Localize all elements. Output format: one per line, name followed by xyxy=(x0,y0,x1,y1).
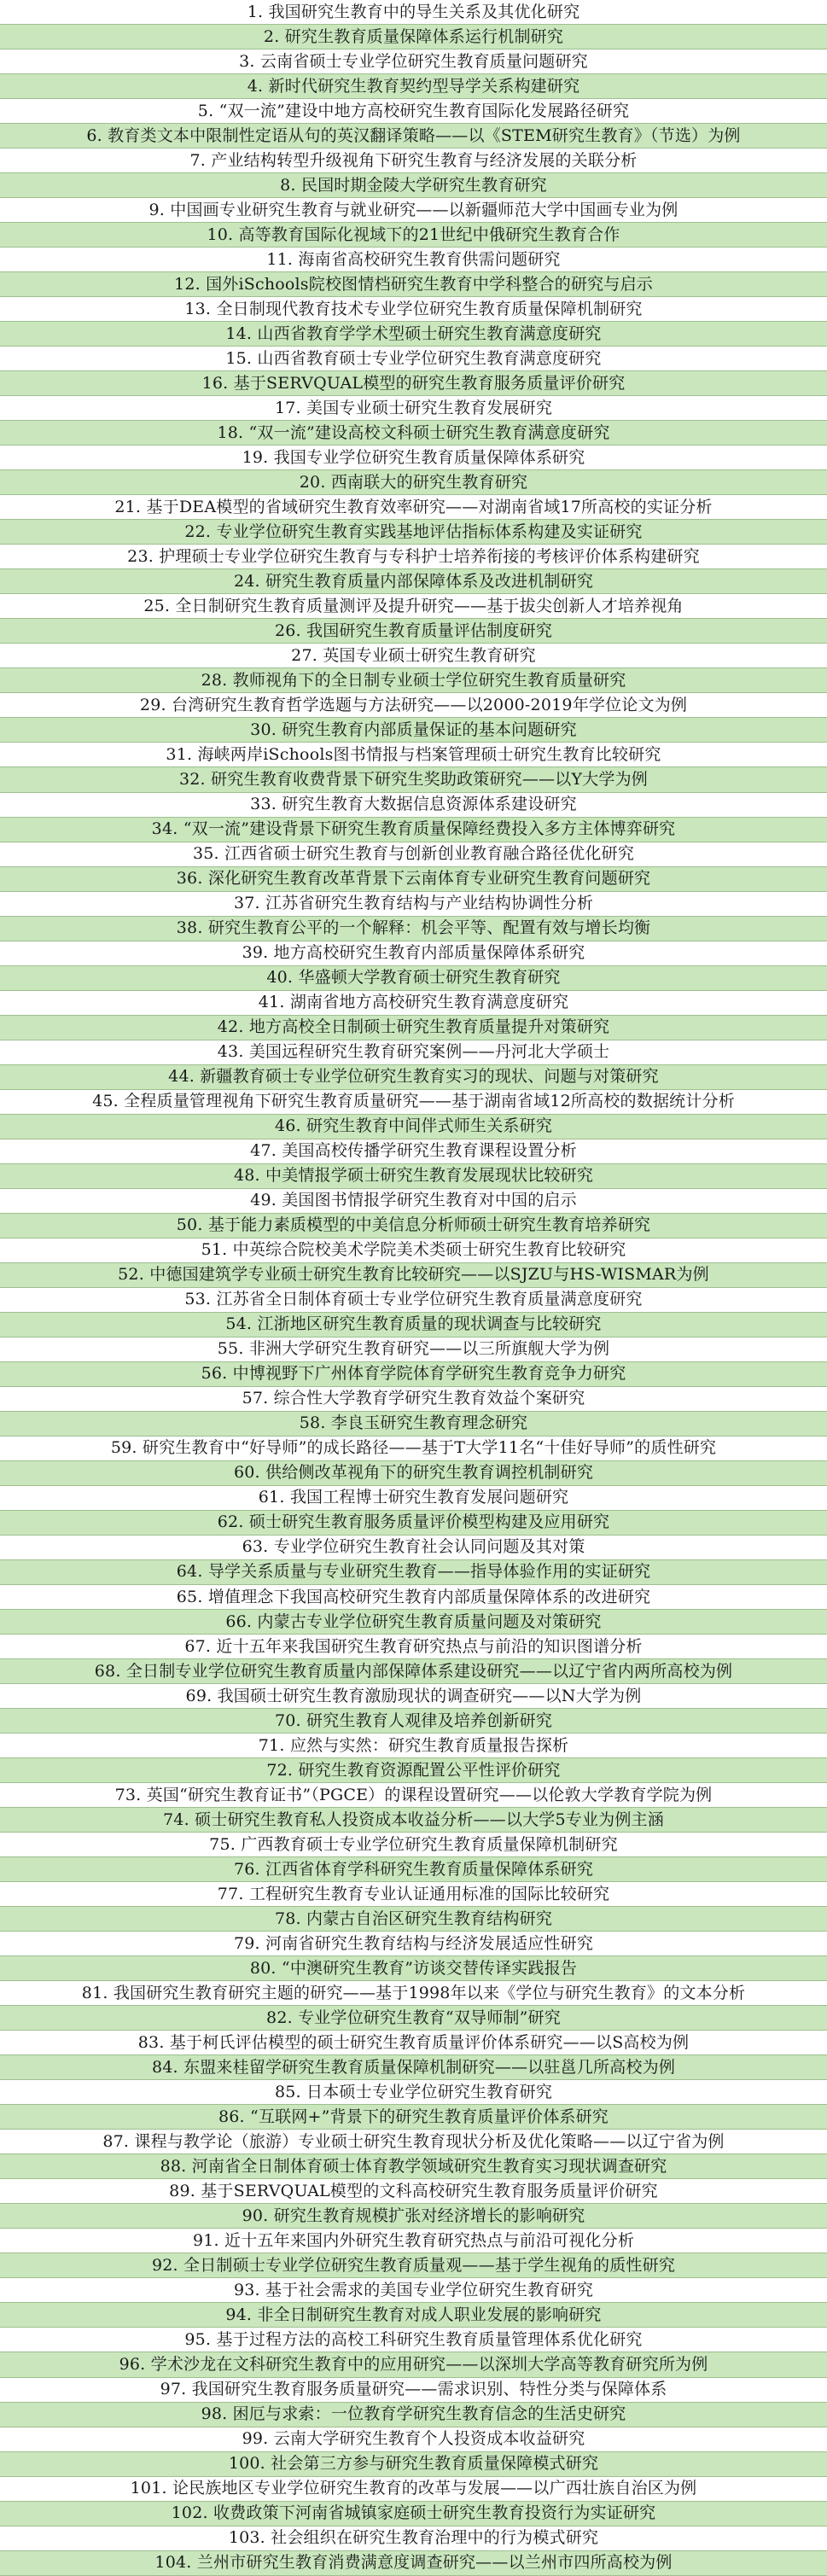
list-item: 82. 专业学位研究生教育“双导师制”研究 xyxy=(0,2006,827,2031)
list-item: 87. 课程与教学论（旅游）专业硕士研究生教育现状分析及优化策略——以辽宁省为例 xyxy=(0,2130,827,2154)
list-item: 25. 全日制研究生教育质量测评及提升研究——基于拔尖创新人才培养视角 xyxy=(0,594,827,619)
list-item: 27. 英国专业硕士研究生教育研究 xyxy=(0,644,827,668)
list-item: 59. 研究生教育中“好导师”的成长路径——基于T大学11名“十佳好导师”的质性研究 xyxy=(0,1437,827,1461)
list-item: 16. 基于SERVQUAL模型的研究生教育服务质量评价研究 xyxy=(0,371,827,396)
list-item: 81. 我国研究生教育研究主题的研究——基于1998年以来《学位与研究生教育》的文本分析 xyxy=(0,1981,827,2006)
list-item: 38. 研究生教育公平的一个解释：机会平等、配置有效与增长均衡 xyxy=(0,917,827,941)
list-item: 97. 我国研究生教育服务质量研究——需求识别、特性分类与保障体系 xyxy=(0,2378,827,2403)
list-item: 39. 地方高校研究生教育内部质量保障体系研究 xyxy=(0,941,827,966)
list-item: 48. 中美情报学硕士研究生教育发展现状比较研究 xyxy=(0,1164,827,1189)
list-item: 78. 内蒙古自治区研究生教育结构研究 xyxy=(0,1907,827,1932)
list-item: 100. 社会第三方参与研究生教育质量保障模式研究 xyxy=(0,2452,827,2477)
list-item: 77. 工程研究生教育专业认证通用标准的国际比较研究 xyxy=(0,1882,827,1907)
list-item: 103. 社会组织在研究生教育治理中的行为模式研究 xyxy=(0,2526,827,2551)
list-item: 8. 民国时期金陵大学研究生教育研究 xyxy=(0,173,827,198)
list-item: 76. 江西省体育学科研究生教育质量保障体系研究 xyxy=(0,1857,827,1882)
list-item: 35. 江西省硕士研究生教育与创新创业教育融合路径优化研究 xyxy=(0,842,827,867)
list-item: 14. 山西省教育学学术型硕士研究生教育满意度研究 xyxy=(0,322,827,347)
list-item: 44. 新疆教育硕士专业学位研究生教育实习的现状、问题与对策研究 xyxy=(0,1065,827,1090)
list-item: 10. 高等教育国际化视域下的21世纪中俄研究生教育合作 xyxy=(0,223,827,248)
list-item: 2. 研究生教育质量保障体系运行机制研究 xyxy=(0,25,827,50)
list-item: 6. 教育类文本中限制性定语从句的英汉翻译策略——以《STEM研究生教育》（节选）为例 xyxy=(0,124,827,149)
list-item: 70. 研究生教育人观律及培养创新研究 xyxy=(0,1709,827,1734)
list-item: 30. 研究生教育内部质量保证的基本问题研究 xyxy=(0,718,827,743)
list-item: 69. 我国硕士研究生教育激励现状的调查研究——以N大学为例 xyxy=(0,1684,827,1709)
list-item: 7. 产业结构转型升级视角下研究生教育与经济发展的关联分析 xyxy=(0,149,827,173)
list-item: 95. 基于过程方法的高校工科研究生教育质量管理体系优化研究 xyxy=(0,2328,827,2352)
list-item: 32. 研究生教育收费背景下研究生奖助政策研究——以Y大学为例 xyxy=(0,767,827,792)
list-item: 79. 河南省研究生教育结构与经济发展适应性研究 xyxy=(0,1932,827,1956)
list-item: 102. 收费政策下河南省城镇家庭硕士研究生教育投资行为实证研究 xyxy=(0,2502,827,2526)
list-item: 65. 增值理念下我国高校研究生教育内部质量保障体系的改进研究 xyxy=(0,1585,827,1610)
list-item: 28. 教师视角下的全日制专业硕士学位研究生教育质量研究 xyxy=(0,668,827,693)
list-item: 5. “双一流”建设中地方高校研究生教育国际化发展路径研究 xyxy=(0,99,827,124)
list-item: 50. 基于能力素质模型的中美信息分析师硕士研究生教育培养研究 xyxy=(0,1214,827,1238)
list-item: 26. 我国研究生教育质量评估制度研究 xyxy=(0,619,827,644)
list-item: 90. 研究生教育规模扩张对经济增长的影响研究 xyxy=(0,2204,827,2229)
list-item: 75. 广西教育硕士专业学位研究生教育质量保障机制研究 xyxy=(0,1833,827,1857)
list-item: 47. 美国高校传播学研究生教育课程设置分析 xyxy=(0,1139,827,1164)
list-item: 91. 近十五年来国内外研究生教育研究热点与前沿可视化分析 xyxy=(0,2229,827,2253)
list-item: 51. 中英综合院校美术学院美术类硕士研究生教育比较研究 xyxy=(0,1238,827,1263)
list-item: 29. 台湾研究生教育哲学选题与方法研究——以2000-2019年学位论文为例 xyxy=(0,693,827,718)
list-item: 68. 全日制专业学位研究生教育质量内部保障体系建设研究——以辽宁省内两所高校为例 xyxy=(0,1659,827,1684)
list-item: 63. 专业学位研究生教育社会认同问题及其对策 xyxy=(0,1536,827,1560)
list-item: 57. 综合性大学教育学研究生教育效益个案研究 xyxy=(0,1387,827,1412)
list-item: 66. 内蒙古专业学位研究生教育质量问题及对策研究 xyxy=(0,1610,827,1635)
list-item: 4. 新时代研究生教育契约型导学关系构建研究 xyxy=(0,74,827,99)
list-item: 34. “双一流”建设背景下研究生教育质量保障经费投入多方主体博弈研究 xyxy=(0,818,827,842)
list-item: 43. 美国远程研究生教育研究案例——丹河北大学硕士 xyxy=(0,1040,827,1065)
list-item: 37. 江苏省研究生教育结构与产业结构协调性分析 xyxy=(0,892,827,917)
list-item: 92. 全日制硕士专业学位研究生教育质量观——基于学生视角的质性研究 xyxy=(0,2253,827,2278)
list-item: 80. “中澳研究生教育”访谈交替传译实践报告 xyxy=(0,1956,827,1981)
list-item: 45. 全程质量管理视角下研究生教育质量研究——基于湖南省域12所高校的数据统计分析 xyxy=(0,1090,827,1115)
list-item: 60. 供给侧改革视角下的研究生教育调控机制研究 xyxy=(0,1461,827,1486)
list-item: 20. 西南联大的研究生教育研究 xyxy=(0,470,827,495)
list-item: 62. 硕士研究生教育服务质量评价模型构建及应用研究 xyxy=(0,1511,827,1536)
list-item: 99. 云南大学研究生教育个人投资成本收益研究 xyxy=(0,2427,827,2452)
list-item: 23. 护理硕士专业学位研究生教育与专科护士培养衔接的考核评价体系构建研究 xyxy=(0,545,827,569)
list-item: 104. 兰州市研究生教育消费满意度调查研究——以兰州市四所高校为例 xyxy=(0,2551,827,2576)
list-item: 41. 湖南省地方高校研究生教育满意度研究 xyxy=(0,991,827,1016)
list-item: 84. 东盟来桂留学研究生教育质量保障机制研究——以驻邕几所高校为例 xyxy=(0,2055,827,2080)
list-item: 12. 国外iSchools院校图情档研究生教育中学科整合的研究与启示 xyxy=(0,272,827,297)
list-item: 98. 困厄与求索：一位教育学研究生教育信念的生活史研究 xyxy=(0,2403,827,2427)
list-item: 73. 英国“研究生教育证书”（PGCE）的课程设置研究——以伦敦大学教育学院为例 xyxy=(0,1783,827,1808)
list-item: 96. 学术沙龙在文科研究生教育中的应用研究——以深圳大学高等教育研究所为例 xyxy=(0,2352,827,2377)
list-item: 83. 基于柯氏评估模型的硕士研究生教育质量评价体系研究——以S高校为例 xyxy=(0,2031,827,2055)
list-item: 31. 海峡两岸iSchools图书情报与档案管理硕士研究生教育比较研究 xyxy=(0,743,827,767)
list-item: 21. 基于DEA模型的省域研究生教育效率研究——对湖南省域17所高校的实证分析 xyxy=(0,495,827,520)
list-item: 40. 华盛顿大学教育硕士研究生教育研究 xyxy=(0,966,827,991)
list-item: 33. 研究生教育大数据信息资源体系建设研究 xyxy=(0,793,827,818)
list-item: 55. 非洲大学研究生教育研究——以三所旗舰大学为例 xyxy=(0,1338,827,1362)
list-item: 19. 我国专业学位研究生教育质量保障体系研究 xyxy=(0,446,827,470)
list-item: 56. 中博视野下广州体育学院体育学研究生教育竞争力研究 xyxy=(0,1362,827,1387)
list-item: 101. 论民族地区专业学位研究生教育的改革与发展——以广西壮族自治区为例 xyxy=(0,2477,827,2502)
list-item: 1. 我国研究生教育中的导生关系及其优化研究 xyxy=(0,0,827,25)
list-item: 67. 近十五年来我国研究生教育研究热点与前沿的知识图谱分析 xyxy=(0,1635,827,1659)
list-item: 17. 美国专业硕士研究生教育发展研究 xyxy=(0,396,827,421)
list-item: 58. 李良玉研究生教育理念研究 xyxy=(0,1412,827,1437)
list-item: 64. 导学关系质量与专业研究生教育——指导体验作用的实证研究 xyxy=(0,1560,827,1585)
list-item: 42. 地方高校全日制硕士研究生教育质量提升对策研究 xyxy=(0,1016,827,1040)
list-item: 13. 全日制现代教育技术专业学位研究生教育质量保障机制研究 xyxy=(0,297,827,322)
list-item: 85. 日本硕士专业学位研究生教育研究 xyxy=(0,2080,827,2105)
list-item: 88. 河南省全日制体育硕士体育教学领域研究生教育实习现状调查研究 xyxy=(0,2154,827,2179)
list-item: 15. 山西省教育硕士专业学位研究生教育满意度研究 xyxy=(0,347,827,371)
list-item: 71. 应然与实然：研究生教育质量报告探析 xyxy=(0,1734,827,1758)
list-item: 89. 基于SERVQUAL模型的文科高校研究生教育服务质量评价研究 xyxy=(0,2179,827,2204)
list-item: 53. 江苏省全日制体育硕士专业学位研究生教育质量满意度研究 xyxy=(0,1288,827,1313)
list-item: 3. 云南省硕士专业学位研究生教育质量问题研究 xyxy=(0,50,827,74)
list-item: 93. 基于社会需求的美国专业学位研究生教育研究 xyxy=(0,2278,827,2303)
list-item: 74. 硕士研究生教育私人投资成本收益分析——以大学5专业为例主涵 xyxy=(0,1808,827,1833)
list-item: 9. 中国画专业研究生教育与就业研究——以新疆师范大学中国画专业为例 xyxy=(0,198,827,223)
list-item: 11. 海南省高校研究生教育供需问题研究 xyxy=(0,248,827,272)
list-item: 36. 深化研究生教育改革背景下云南体育专业研究生教育问题研究 xyxy=(0,867,827,892)
list-item: 49. 美国图书情报学研究生教育对中国的启示 xyxy=(0,1189,827,1214)
list-item: 22. 专业学位研究生教育实践基地评估指标体系构建及实证研究 xyxy=(0,520,827,545)
list-item: 24. 研究生教育质量内部保障体系及改进机制研究 xyxy=(0,569,827,594)
list-item: 52. 中德国建筑学专业硕士研究生教育比较研究——以SJZU与HS-WISMAR为例 xyxy=(0,1263,827,1288)
list-item: 94. 非全日制研究生教育对成人职业发展的影响研究 xyxy=(0,2303,827,2328)
list-item: 72. 研究生教育资源配置公平性评价研究 xyxy=(0,1758,827,1783)
list-item: 86. “互联网+”背景下的研究生教育质量评价体系研究 xyxy=(0,2105,827,2130)
list-item: 61. 我国工程博士研究生教育发展问题研究 xyxy=(0,1486,827,1511)
list-item: 18. “双一流”建设高校文科硕士研究生教育满意度研究 xyxy=(0,421,827,446)
list-item: 46. 研究生教育中间伴式师生关系研究 xyxy=(0,1115,827,1139)
list-item: 54. 江浙地区研究生教育质量的现状调查与比较研究 xyxy=(0,1313,827,1338)
